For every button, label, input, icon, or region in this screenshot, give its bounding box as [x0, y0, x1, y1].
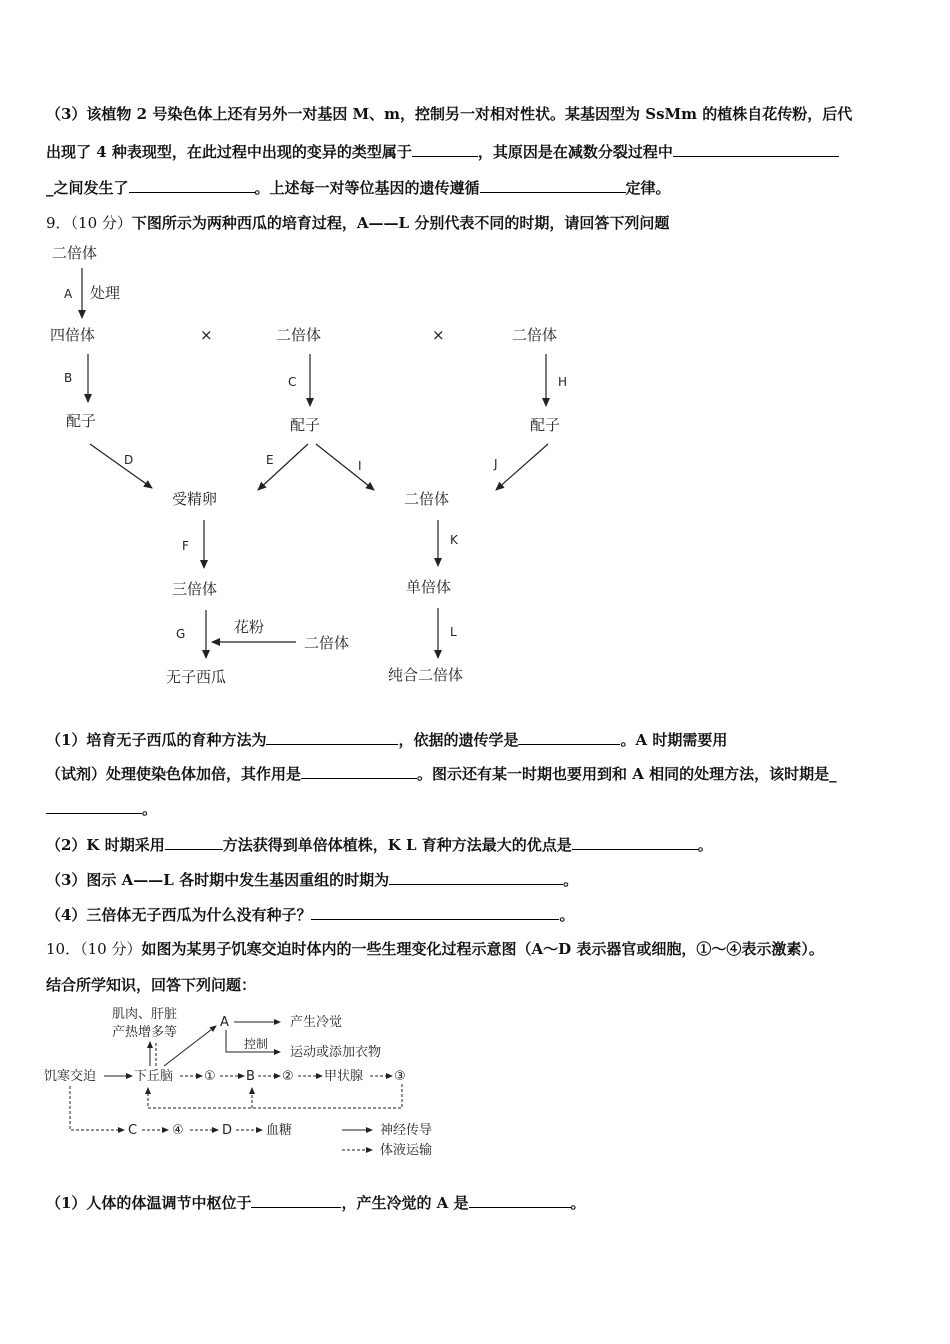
triploid: 三倍体: [172, 580, 218, 598]
q8-part3-line1: （3）该植物 2 号染色体上还有另外一对基因 M、m，控制另一对相对性状。某基因型为 SsMm 的植株自花传粉，后代: [46, 105, 853, 123]
answer-blank[interactable]: [311, 905, 559, 920]
arrow-to-c: [70, 1086, 124, 1130]
hormone-3: ③: [394, 1069, 406, 1084]
hormone-1: ①: [204, 1069, 216, 1084]
answer-blank[interactable]: [266, 730, 398, 745]
hormone-4: ④: [172, 1123, 184, 1138]
answer-blank[interactable]: [469, 1193, 571, 1208]
answer-blank[interactable]: [518, 730, 620, 745]
blood-glucose: 血糖: [266, 1123, 293, 1138]
q9-part1-line2: （试剂）处理使染色体加倍，其作用是 。图示还有某一时期也要用到和 A 相同的处理方法，该时期是_: [46, 765, 837, 783]
q10-intro: 结合所学知识，回答下列问题：: [46, 976, 257, 994]
diploid-result: 二倍体: [404, 490, 450, 508]
q9-part2: （2）K 时期采用 方法获得到单倍体植株，K L 育种方法最大的优点是 。: [46, 836, 713, 854]
label-a: A: [64, 287, 73, 301]
label-c: C: [288, 375, 297, 389]
hormone-2: ②: [282, 1069, 294, 1084]
q9-part1-line1: （1）培育无子西瓜的育种方法为 ，依据的遗传学是 。A 时期需要用: [46, 731, 728, 749]
gamete-right: 配子: [530, 416, 561, 434]
arrow-d: [90, 444, 152, 488]
q9-part3: （3）图示 A——L 各时期中发生基因重组的时期为 。: [46, 871, 579, 889]
label-b: B: [64, 371, 73, 385]
organ-b: B: [246, 1069, 255, 1084]
organ-a: A: [220, 1015, 229, 1030]
q9-part1-line3: 。: [46, 798, 908, 819]
haploid: 单倍体: [406, 578, 452, 596]
arrow-i: [316, 444, 374, 490]
arrow-j: [496, 444, 548, 490]
organ-d: D: [222, 1123, 233, 1138]
legend-nerve: 神经传导: [380, 1123, 433, 1138]
q9-header: 9．（10 分）下图所示为两种西瓜的培育过程，A——L 分别代表不同的时期，请回答下列问题: [46, 214, 670, 232]
label-e: E: [266, 453, 274, 467]
gamete-middle: 配子: [290, 416, 321, 434]
answer-blank[interactable]: [301, 764, 417, 779]
zygote: 受精卵: [172, 490, 218, 508]
answer-blank[interactable]: [165, 835, 223, 850]
answer-blank[interactable]: [46, 799, 142, 814]
hunger-cold: 饥寒交迫: [44, 1069, 97, 1084]
label-treatment: 处理: [90, 284, 121, 302]
legend-fluid: 体液运输: [380, 1143, 433, 1158]
label-d: D: [124, 453, 134, 467]
q10-header: 10．（10 分）如图为某男子饥寒交迫时体内的一些生理变化过程示意图（A～D 表示器官或细胞，①～④表示激素）。: [46, 940, 824, 958]
heat-increase: 产热增多等: [112, 1025, 178, 1040]
pollen: 花粉: [234, 618, 265, 636]
diploid-top: 二倍体: [52, 244, 98, 262]
answer-blank[interactable]: [673, 142, 839, 157]
pure-diploid: 纯合二倍体: [388, 666, 464, 684]
action-text: 运动或添加衣物: [290, 1045, 382, 1060]
arrow-e: [258, 444, 308, 490]
q10-part1: （1）人体的体温调节中枢位于 ，产生冷觉的 A 是 。: [46, 1194, 586, 1212]
control-label: 控制: [244, 1037, 269, 1051]
gamete-left: 配子: [66, 412, 97, 430]
label-i: I: [358, 459, 362, 473]
diploid-middle: 二倍体: [276, 326, 322, 344]
cold-feeling: 产生冷觉: [290, 1015, 343, 1030]
hypothalamus: 下丘脑: [134, 1069, 174, 1084]
cross-sign: ×: [200, 326, 213, 344]
cross-sign: ×: [432, 326, 445, 344]
diploid-right: 二倍体: [512, 326, 558, 344]
q8-part3-line2: 出现了 4 种表现型，在此过程中出现的变异的类型属于 ，其原因是在减数分裂过程中: [46, 141, 908, 162]
q8-part3-line3: _之间发生了 。上述每一对等位基因的遗传遵循 定律。: [46, 179, 671, 197]
q9-part4: （4）三倍体无子西瓜为什么没有种子？ 。: [46, 906, 575, 924]
thyroid: 甲状腺: [324, 1069, 364, 1084]
answer-blank[interactable]: [389, 870, 563, 885]
label-f: F: [182, 539, 189, 553]
label-k: K: [450, 533, 458, 547]
label-l: L: [450, 625, 457, 639]
pollen-diploid: 二倍体: [304, 634, 350, 652]
label-j: J: [494, 457, 498, 471]
answer-blank[interactable]: [572, 835, 698, 850]
seedless-watermelon: 无子西瓜: [166, 668, 227, 686]
feedback-hypothalamus: [148, 1084, 402, 1108]
thermoregulation-diagram: [0, 1000, 480, 1170]
answer-blank[interactable]: [251, 1193, 341, 1208]
muscle-liver: 肌肉、肝脏: [112, 1007, 178, 1022]
watermelon-breeding-diagram: [0, 230, 620, 700]
tetraploid: 四倍体: [50, 326, 96, 344]
label-g: G: [176, 627, 186, 641]
answer-blank[interactable]: [480, 178, 626, 193]
organ-c: C: [128, 1123, 138, 1138]
answer-blank[interactable]: [129, 178, 255, 193]
label-h: H: [558, 375, 568, 389]
answer-blank[interactable]: [412, 142, 478, 157]
